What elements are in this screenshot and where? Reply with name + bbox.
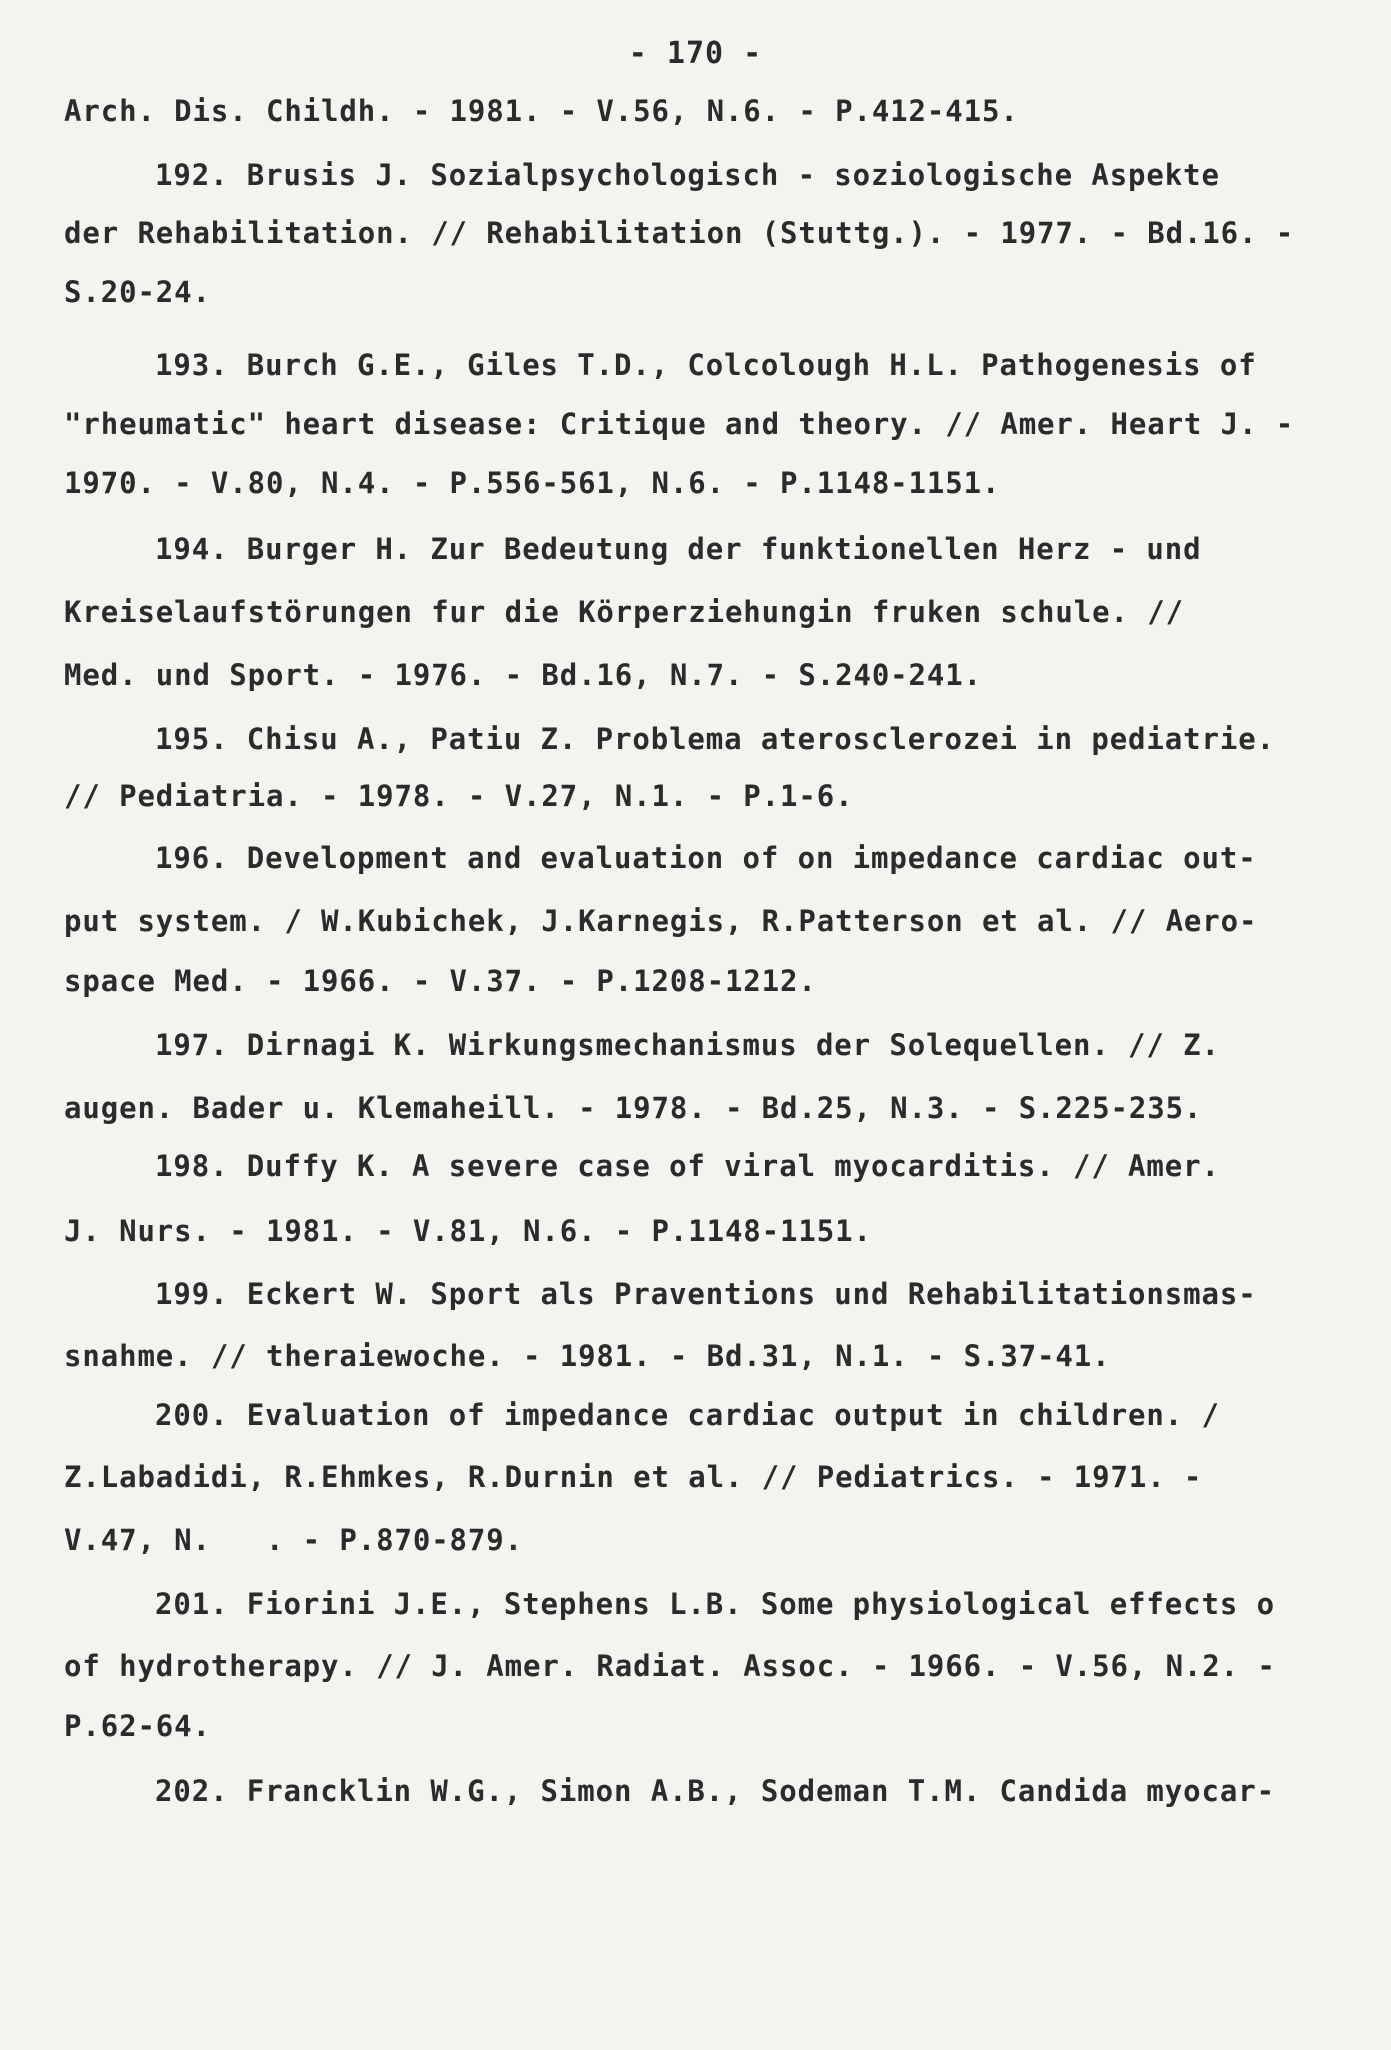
reference-entry-197: 197. Dirnagi K. Wirkungsmechanismus der Solequellen. // Z.: [155, 1028, 1220, 1062]
reference-entry-196: 196. Development and evaluation of on impedance cardiac out-: [155, 841, 1257, 875]
reference-line: "rheumatic" heart disease: Critique and theory. // Amer. Heart J. -: [64, 407, 1295, 441]
reference-line: J. Nurs. - 1981. - V.81, N.6. - P.1148-1151.: [64, 1214, 872, 1248]
reference-entry-202: 202. Francklin W.G., Simon A.B., Sodeman T.M. Candida myocar-: [155, 1774, 1275, 1808]
reference-line: Kreiselaufstörungen fur die Körperziehungin fruken schule. //: [64, 595, 1184, 629]
reference-entry-192: 192. Brusis J. Sozialpsychologisch - soziologische Aspekte: [155, 158, 1220, 192]
reference-entry-193: 193. Burch G.E., Giles T.D., Colcolough H.L. Pathogenesis of: [155, 348, 1257, 382]
reference-line: S.20-24.: [64, 275, 211, 309]
reference-line: Med. und Sport. - 1976. - Bd.16, N.7. - S.240-241.: [64, 658, 982, 692]
reference-line: of hydrotherapy. // J. Amer. Radiat. Assoc. - 1966. - V.56, N.2. -: [64, 1649, 1276, 1683]
reference-line: V.47, N. . - P.870-879.: [64, 1523, 523, 1557]
reference-entry-195: 195. Chisu A., Patiu Z. Problema aterosclerozei in pediatrie.: [155, 722, 1275, 756]
reference-line: Z.Labadidi, R.Ehmkes, R.Durnin et al. // Pediatrics. - 1971. -: [64, 1460, 1203, 1494]
reference-line: snahme. // theraiewoche. - 1981. - Bd.31, N.1. - S.37-41.: [64, 1339, 1111, 1373]
reference-entry-194: 194. Burger H. Zur Bedeutung der funktionellen Herz - und: [155, 532, 1202, 566]
reference-line: 1970. - V.80, N.4. - P.556-561, N.6. - P.1148-1151.: [64, 466, 1001, 500]
page-number: - 170 -: [628, 36, 763, 71]
reference-line: der Rehabilitation. // Rehabilitation (Stuttg.). - 1977. - Bd.16. -: [64, 216, 1295, 250]
reference-line: P.62-64.: [64, 1709, 211, 1743]
reference-entry-201: 201. Fiorini J.E., Stephens L.B. Some physiological effects o: [155, 1587, 1275, 1621]
reference-line: put system. / W.Kubichek, J.Karnegis, R.Patterson et al. // Aero-: [64, 904, 1258, 938]
reference-entry-198: 198. Duffy K. A severe case of viral myocarditis. // Amer.: [155, 1149, 1220, 1183]
reference-line: augen. Bader u. Klemaheill. - 1978. - Bd.25, N.3. - S.225-235.: [64, 1091, 1203, 1125]
reference-line: space Med. - 1966. - V.37. - P.1208-1212.: [64, 964, 817, 998]
reference-entry-200: 200. Evaluation of impedance cardiac output in children. /: [155, 1398, 1220, 1432]
reference-entry-199: 199. Eckert W. Sport als Praventions und Rehabilitationsmas-: [155, 1277, 1257, 1311]
reference-line: // Pediatria. - 1978. - V.27, N.1. - P.1-6.: [64, 779, 854, 813]
reference-line: Arch. Dis. Childh. - 1981. - V.56, N.6. - P.412-415.: [64, 94, 1019, 128]
